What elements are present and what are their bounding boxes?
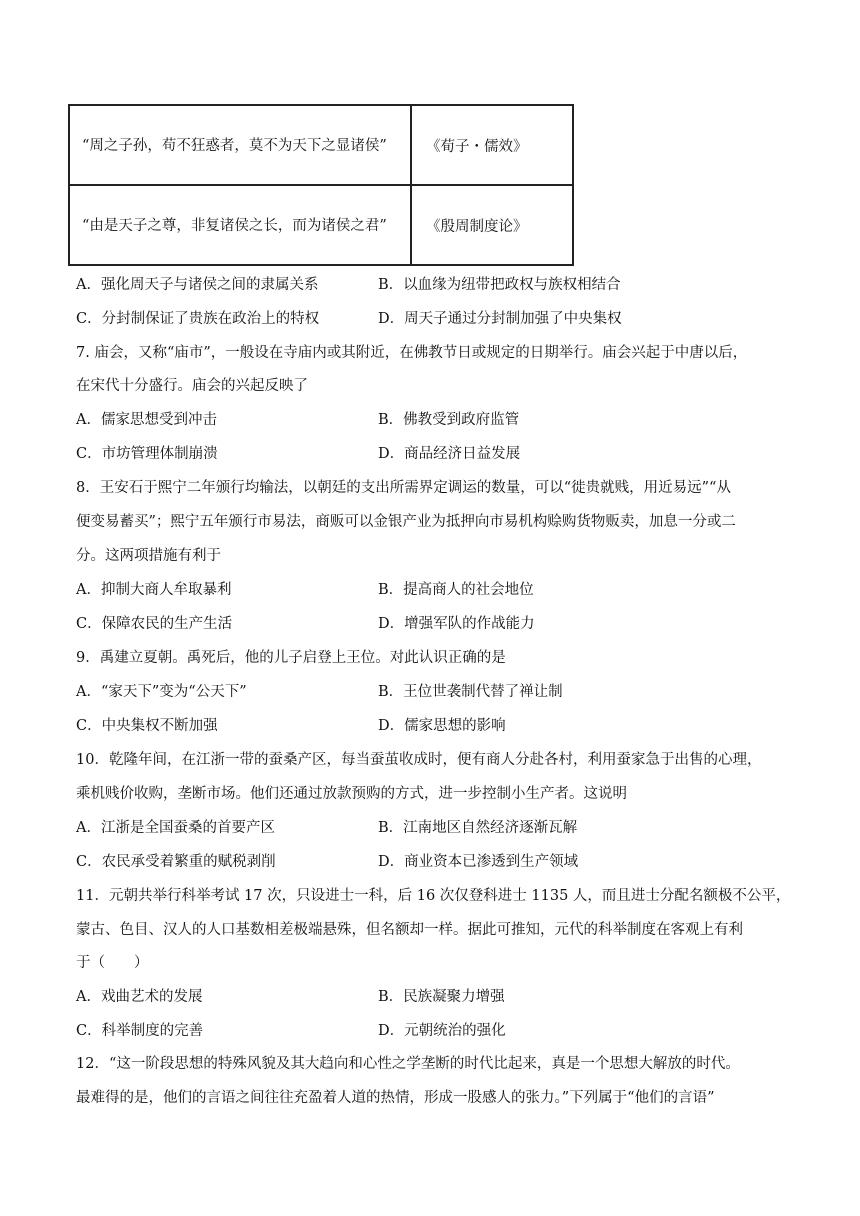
option-d[interactable]: D．商品经济日益发展 <box>378 446 521 462</box>
question-stem: 蒙古、色目、汉人的人口基数相差极端悬殊，但名额却一样。据此可推知，元代的科举制度在客观上有利 <box>76 922 743 938</box>
quote-table <box>68 104 574 266</box>
option-a[interactable]: A．抑制大商人牟取暴利 <box>76 582 232 598</box>
option-d[interactable]: D．周天子通过分封制加强了中央集权 <box>378 311 622 327</box>
table-row <box>69 105 573 185</box>
question-stem: 9．禹建立夏朝。禹死后，他的儿子启登上王位。对此认识正确的是 <box>76 650 506 666</box>
option-b[interactable]: B．民族凝聚力增强 <box>378 989 505 1005</box>
question-stem: 最难得的是，他们的言语之间往往充盈着人道的热情，形成一股感人的张力。”下列属于“他们的言语” <box>76 1090 715 1106</box>
option-b[interactable]: B．提高商人的社会地位 <box>378 582 534 598</box>
question-stem: 在宋代十分盛行。庙会的兴起反映了 <box>76 378 308 394</box>
option-b[interactable]: B．江南地区自然经济逐渐瓦解 <box>378 820 578 836</box>
question-stem: 11．元朝共举行科举考试 17 次，只设进士一科，后 16 次仅登科进士 1135 人，而且进士分配名额极不公平， <box>76 888 791 904</box>
option-c[interactable]: C．科举制度的完善 <box>76 1023 204 1039</box>
question-stem: 乘机贱价收购，垄断市场。他们还通过放款预购的方式，进一步控制小生产者。这说明 <box>76 786 627 802</box>
option-a[interactable]: A．戏曲艺术的发展 <box>76 989 203 1005</box>
option-a[interactable]: A．“家天下”变为“公天下” <box>76 684 247 700</box>
option-b[interactable]: B．王位世袭制代替了禅让制 <box>378 684 563 700</box>
option-c[interactable]: C．农民承受着繁重的赋税剥削 <box>76 854 276 870</box>
option-a[interactable]: A．儒家思想受到冲击 <box>76 412 217 428</box>
option-b[interactable]: B．以血缘为纽带把政权与族权相结合 <box>378 277 621 293</box>
table-row <box>69 185 573 265</box>
quote-cell: “周之子孙，苟不狂惑者，莫不为天下之显诸侯” <box>69 105 411 185</box>
option-c[interactable]: C．市坊管理体制崩溃 <box>76 446 218 462</box>
question-stem: 12．“这一阶段思想的特殊风貌及其大趋向和心性之学垄断的时代比起来，真是一个思想大解放的时代。 <box>76 1056 740 1072</box>
question-stem: 10．乾隆年间，在江浙一带的蚕桑产区，每当蚕茧收成时，便有商人分赴各村，利用蚕家急于出售的心理， <box>76 752 762 768</box>
option-a[interactable]: A．强化周天子与诸侯之间的隶属关系 <box>76 277 319 293</box>
question-stem: 分。这两项措施有利于 <box>76 548 221 564</box>
quote-cell: “由是天子之尊，非复诸侯之长，而为诸侯之君” <box>69 185 411 265</box>
question-stem: 便变易蓄买”；熙宁五年颁行市易法，商贩可以金银产业为抵押向市易机构赊购货物贩卖，加息一分或二 <box>76 514 736 530</box>
question-stem: 8．王安石于熙宁二年颁行均输法，以朝廷的支出所需界定调运的数量，可以“徙贵就贱，用近易远”“从 <box>76 480 731 496</box>
option-c[interactable]: C．保障农民的生产生活 <box>76 616 233 632</box>
option-a[interactable]: A．江浙是全国蚕桑的首要产区 <box>76 820 275 836</box>
option-d[interactable]: D．元朝统治的强化 <box>378 1023 506 1039</box>
source-cell: 《殷周制度论》 <box>411 185 573 265</box>
option-d[interactable]: D．儒家思想的影响 <box>378 718 506 734</box>
option-d[interactable]: D．商业资本已渗透到生产领域 <box>378 854 579 870</box>
option-c[interactable]: C．分封制保证了贵族在政治上的特权 <box>76 311 320 327</box>
option-b[interactable]: B．佛教受到政府监管 <box>378 412 520 428</box>
source-cell: 《荀子・儒效》 <box>411 105 573 185</box>
question-stem: 于（ ） <box>76 955 149 971</box>
option-d[interactable]: D．增强军队的作战能力 <box>378 616 535 632</box>
question-stem: 7. 庙会，又称“庙市”，一般设在寺庙内或其附近，在佛教节日或规定的日期举行。庙会兴起于中唐以后， <box>76 345 748 361</box>
option-c[interactable]: C．中央集权不断加强 <box>76 718 218 734</box>
